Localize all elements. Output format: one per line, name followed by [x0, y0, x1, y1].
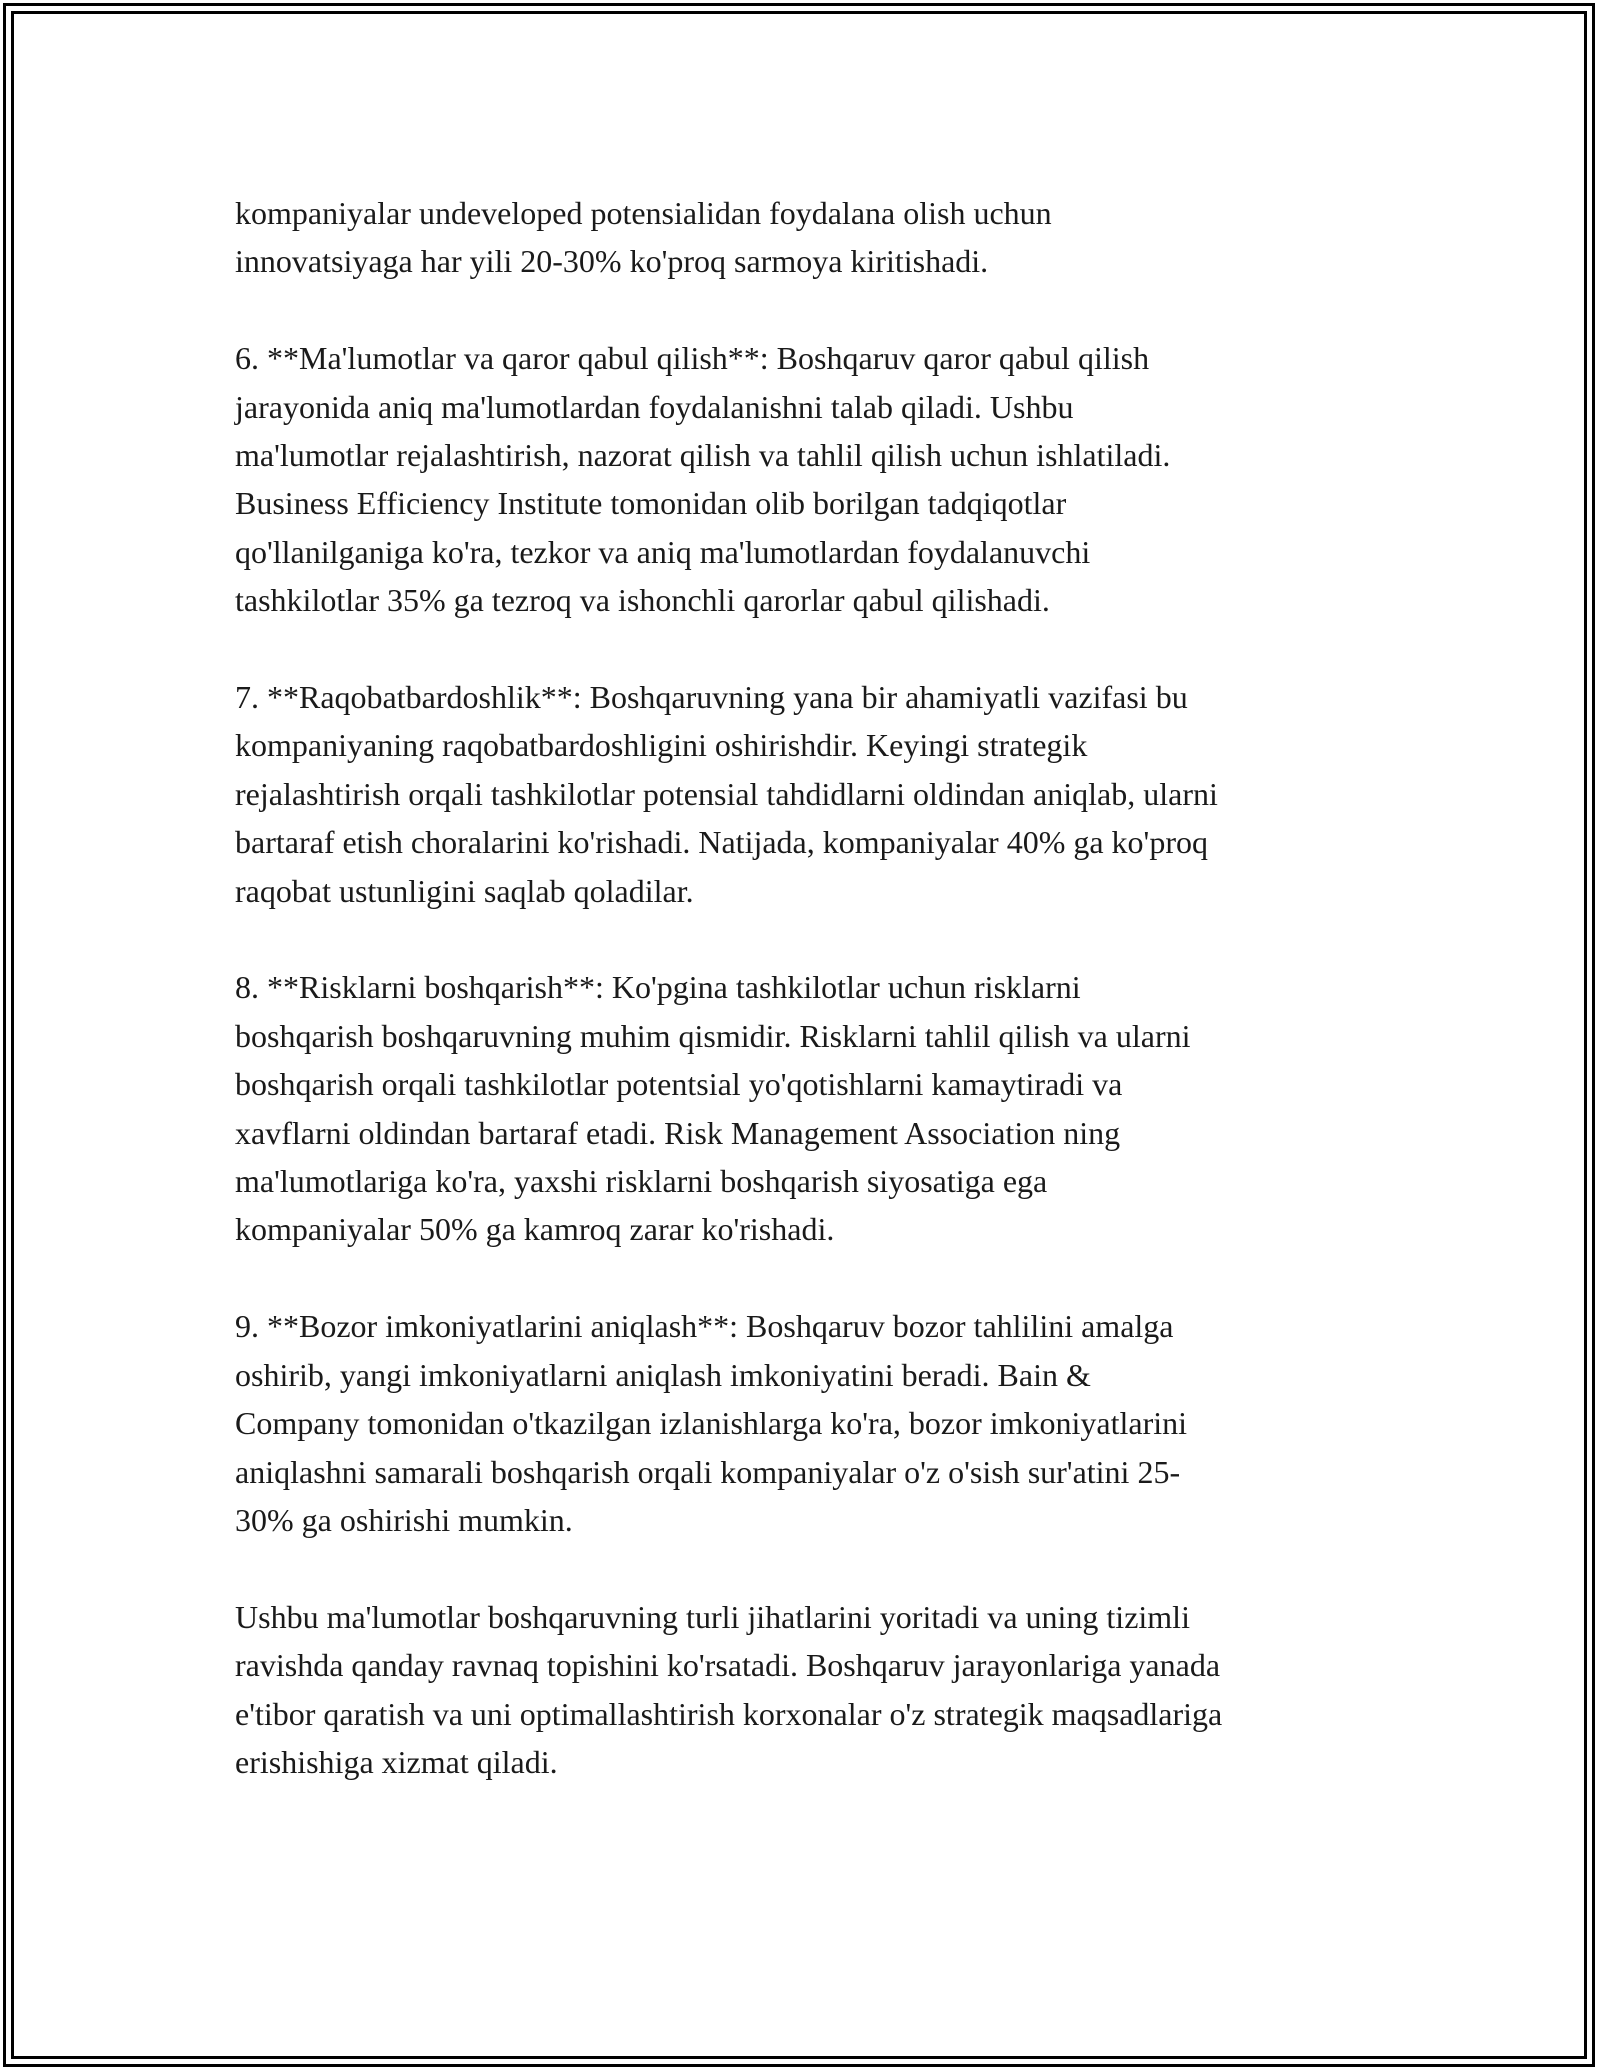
paragraph-item-9-market-opportunities: 9. **Bozor imkoniyatlarini aniqlash**: Boshqaruv bozor tahlilini amalga oshirib, yangi imkoniyatlarni aniqlash imkoniyatini beradi. Bain & Company tomonidan o'tkazilgan izlanishlarga ko'ra, bozor imkoniyatlarini aniqlashni samarali boshqarish orqali kompaniyalar o'z o'sish sur'atini 25- 30% ga oshirishi mumkin.	[235, 1308, 1188, 1538]
paragraph-conclusion: Ushbu ma'lumotlar boshqaruvning turli jihatlarini yoritadi va uning tizimli ravishda qanday ravnaq topishini ko'rsatadi. Boshqaruv jarayonlariga yanada e'tibor qaratish va uni optimallashtirish korxonalar o'z strategik maqsadlariga erishishiga xizmat qiladi.	[235, 1598, 1223, 1780]
paragraph-item-7-competitiveness: 7. **Raqobatbardoshlik**: Boshqaruvning yana bir ahamiyatli vazifasi bu kompaniyaning raqobatbardoshligini oshirishdir. Keyingi strategik rejalashtirish orqali tashkilotlar potensial tahdidlarni oldindan aniqlab, ularni bartaraf etish choralarini ko'rishadi. Natijada, kompaniyalar 40% ga ko'proq raqobat ustunligini saqlab qoladilar.	[235, 679, 1218, 909]
paragraph-intro-continuation: kompaniyalar undeveloped potensialidan foydalana olish uchun innovatsiyaga har yili 20-30% ko'proq sarmoya kiritishadi.	[235, 195, 1052, 280]
paragraph-item-6-data-decisions: 6. **Ma'lumotlar va qaror qabul qilish**: Boshqaruv qaror qabul qilish jarayonida aniq ma'lumotlardan foydalanishni talab qiladi. Ushbu ma'lumotlar rejalashtirish, nazorat qilish va tahlil qilish uchun ishlatiladi. Business Efficiency Institute tomonidan olib borilgan tadqiqotlar qo'llanilganiga ko'ra, tezkor va aniq ma'lumotlardan foydalanuvchi tashkilotlar 35% ga tezroq va ishonchli qarorlar qabul qilishadi.	[235, 340, 1171, 619]
document-body	[235, 189, 1385, 1786]
paragraph-item-8-risk-management: 8. **Risklarni boshqarish**: Ko'pgina tashkilotlar uchun risklarni boshqarish boshqaruvning muhim qismidir. Risklarni tahlil qilish va ularni boshqarish orqali tashkilotlar potentsial yo'qotishlarni kamaytiradi va xavflarni oldindan bartaraf etadi. Risk Management Association ning ma'lumotlariga ko'ra, yaxshi risklarni boshqarish siyosatiga ega kompaniyalar 50% ga kamroq zarar ko'rishadi.	[235, 969, 1191, 1248]
